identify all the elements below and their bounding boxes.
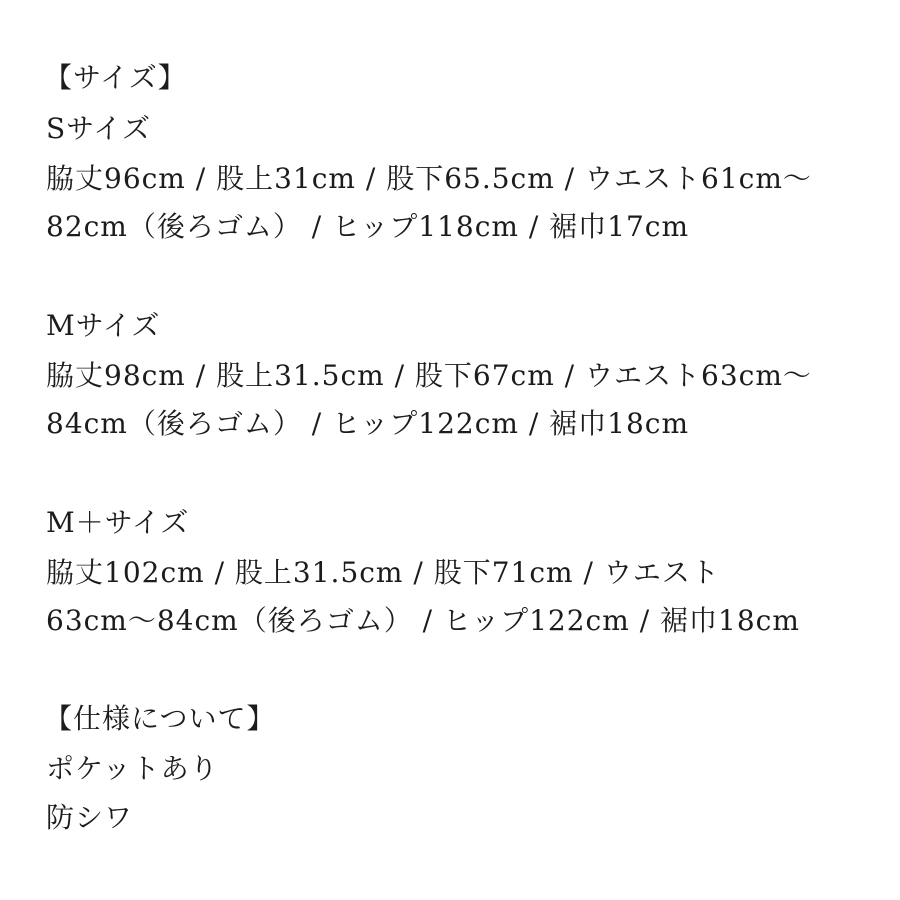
size-mplus-measurements-line1: 脇丈102cm / 股上31.5cm / 股下71cm / ウエスト xyxy=(46,556,720,589)
size-m-title: Mサイズ xyxy=(46,309,161,342)
size-s-measurements-line1: 脇丈96cm / 股上31cm / 股下65.5cm / ウエスト61cm〜 xyxy=(46,162,812,195)
size-mplus-title: M＋サイズ xyxy=(46,506,190,539)
size-mplus-measurements-line2: 63cm〜84cm（後ろゴム） / ヒップ122cm / 裾巾18cm xyxy=(46,604,800,637)
size-section-heading: 【サイズ】 xyxy=(44,61,187,94)
spec-item-anti-wrinkle: 防シワ xyxy=(46,801,134,834)
size-m-measurements-line1: 脇丈98cm / 股上31.5cm / 股下67cm / ウエスト63cm〜 xyxy=(46,359,812,392)
spec-item-pocket: ポケットあり xyxy=(46,752,219,785)
size-s-measurements-line2: 82cm（後ろゴム） / ヒップ118cm / 裾巾17cm xyxy=(46,210,690,243)
spec-section-heading: 【仕様について】 xyxy=(44,702,276,735)
size-m-measurements-line2: 84cm（後ろゴム） / ヒップ122cm / 裾巾18cm xyxy=(46,407,690,440)
size-s-title: Sサイズ xyxy=(46,112,151,145)
